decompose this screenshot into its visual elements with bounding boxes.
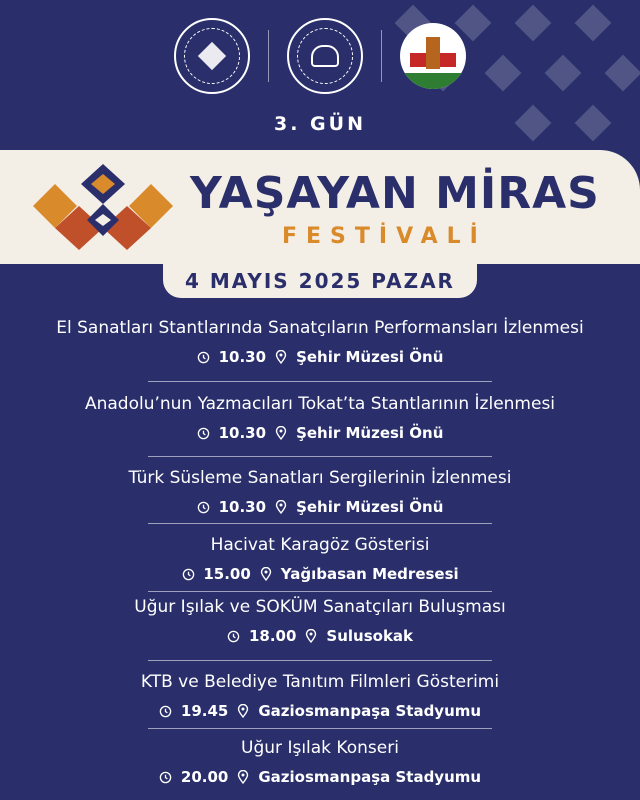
event-title: Hacivat Karagöz Gösterisi	[210, 535, 430, 555]
event-item	[0, 394, 640, 442]
event-time: 10.30	[218, 348, 267, 366]
event-item	[0, 672, 640, 720]
location-pin-icon	[259, 567, 273, 581]
event-meta	[0, 627, 640, 645]
event-divider	[148, 660, 492, 661]
event-item	[0, 535, 640, 583]
event-item	[0, 597, 640, 645]
event-meta	[0, 702, 640, 720]
event-title: Anadolu’nun Yazmacıları Tokat’ta Stantlarının İzlenmesi	[84, 394, 556, 414]
clock-icon	[181, 567, 195, 581]
event-place: Gaziosmanpaşa Stadyumu	[258, 768, 482, 786]
event-divider	[148, 381, 492, 382]
event-item	[0, 738, 640, 786]
event-place: Gaziosmanpaşa Stadyumu	[258, 702, 482, 720]
event-item	[0, 468, 640, 516]
clock-icon	[159, 770, 173, 784]
location-pin-icon	[236, 704, 250, 718]
event-title: El Sanatları Stantlarında Sanatçıların Performansları İzlenmesi	[56, 318, 584, 338]
event-time: 15.00	[203, 565, 251, 583]
clock-icon	[159, 704, 173, 718]
event-meta	[0, 424, 640, 442]
event-time: 20.00	[180, 768, 229, 786]
event-time: 10.30	[218, 424, 267, 442]
event-title: KTB ve Belediye Tanıtım Filmleri Gösterimi	[140, 672, 500, 692]
festival-motif-icon	[33, 162, 173, 252]
logo-separator	[268, 30, 269, 82]
ministry-seal-logo	[174, 18, 250, 94]
municipality-logo	[400, 23, 466, 89]
event-divider	[148, 591, 492, 592]
location-pin-icon	[274, 500, 288, 514]
festival-date: 4 MAYIS 2025 PAZAR	[163, 264, 477, 298]
clock-icon	[197, 500, 211, 514]
event-place: Sulusokak	[326, 627, 414, 645]
event-title: Türk Süsleme Sanatları Sergilerinin İzlenmesi	[128, 468, 512, 488]
event-meta	[0, 498, 640, 516]
location-pin-icon	[304, 629, 318, 643]
event-time: 19.45	[180, 702, 229, 720]
event-meta	[0, 768, 640, 786]
event-item	[0, 318, 640, 366]
clock-icon	[197, 426, 211, 440]
festival-subtitle: FESTİVALİ	[282, 224, 487, 249]
event-time: 10.30	[218, 498, 267, 516]
event-place: Şehir Müzesi Önü	[296, 498, 444, 516]
event-place: Yağıbasan Medresesi	[280, 565, 459, 583]
logo-row	[0, 18, 640, 94]
event-place: Şehir Müzesi Önü	[296, 424, 444, 442]
location-pin-icon	[274, 350, 288, 364]
event-divider	[148, 456, 492, 457]
event-meta	[0, 348, 640, 366]
festival-title: YAŞAYAN MİRAS	[190, 168, 600, 219]
event-time: 18.00	[248, 627, 297, 645]
event-divider	[148, 728, 492, 729]
day-label: 3. GÜN	[274, 113, 366, 135]
location-pin-icon	[274, 426, 288, 440]
event-title: Uğur Işılak ve SOKÜM Sanatçıları Buluşması	[134, 597, 506, 617]
governorship-seal-logo	[287, 18, 363, 94]
clock-icon	[227, 629, 241, 643]
event-meta	[0, 565, 640, 583]
event-title: Uğur Işılak Konseri	[241, 738, 399, 758]
logo-separator	[381, 30, 382, 82]
event-divider	[148, 523, 492, 524]
event-place: Şehir Müzesi Önü	[296, 348, 444, 366]
clock-icon	[197, 350, 211, 364]
location-pin-icon	[236, 770, 250, 784]
